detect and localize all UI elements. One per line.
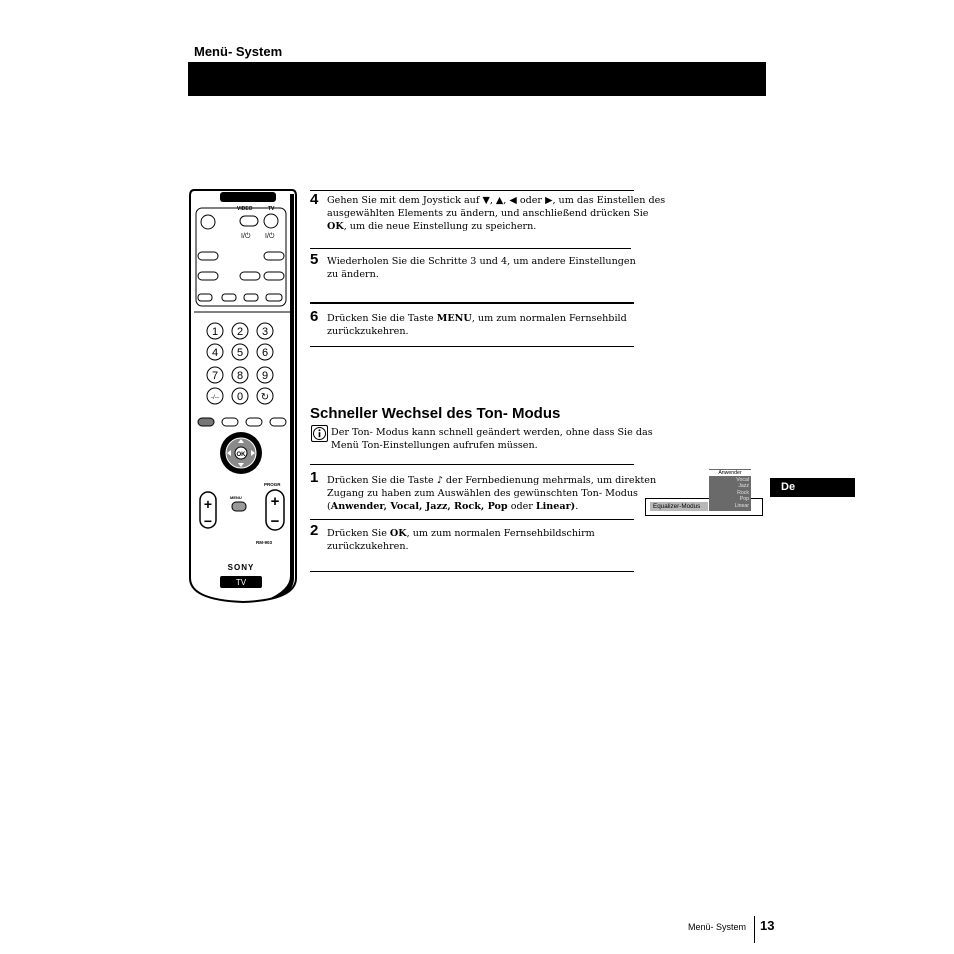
brand-logo: SONY [227,563,255,572]
sound-mode-button [198,418,214,426]
step-number: 5 [310,251,319,268]
digit-key-recall: ↻ [260,392,270,403]
step-number: 4 [310,191,319,208]
divider-rule [310,248,631,249]
osd-item: Rock [737,490,749,496]
divider-rule [310,190,634,191]
osd-item: Vocal [736,477,749,483]
svg-text:−: − [270,513,280,530]
section-title: Menü- System [194,44,283,59]
remote-control-illustration [186,186,300,606]
remote-button [264,252,284,260]
video-power-button [240,216,258,226]
digit-key-3: 3 [261,326,269,338]
remote-label-tv: TV [268,206,275,212]
remote-button [244,294,258,301]
step-number: 1 [310,469,319,486]
remote-top-window [220,192,276,202]
page-number: 13 [760,918,775,933]
info-icon [311,425,328,442]
osd-item: Pop [739,496,749,502]
tv-power-button [264,214,278,228]
osd-mode-list [709,469,751,511]
divider-rule [310,519,634,520]
section-heading: Schneller Wechsel des Ton- Modus [310,405,561,422]
remote-button [246,418,262,426]
header-bar [188,62,766,96]
remote-button [198,272,218,280]
mute-button [201,215,215,229]
tv-badge-label: TV [235,578,247,587]
divider-rule [310,302,634,304]
digit-key-7: 7 [211,370,219,382]
digit-key-9: 9 [261,370,269,382]
svg-text:+: + [270,493,280,510]
picture-mode-button [222,418,238,426]
divider-rule [310,571,634,572]
digit-key-5: 5 [236,347,244,359]
step-5-text: Wiederholen Sie die Schritte 3 und 4, um andere Einstellungen zu ändern. [327,256,636,280]
remote-button [270,418,286,426]
menu-button [232,502,246,511]
svg-text:−: − [203,513,213,529]
step-number: 6 [310,308,319,325]
osd-item-selected: Anwender [709,470,751,476]
progr-label: PROGR [264,482,281,487]
remote-label-power-tv: I/⏻ [265,233,275,240]
model-label: RM-903 [256,540,273,545]
digit-key-double: -/-- [211,395,219,401]
step-number: 2 [310,522,319,539]
remote-label-power-video: I/⏻ [241,233,251,240]
digit-key-1: 1 [211,326,219,338]
remote-button [198,252,218,260]
remote-button [240,272,260,280]
step-4-text: Gehen Sie mit dem Joystick auf ▼, ▲, ◀ oder ▶, um das Einstellen des ausgewählten Elements zu ändern, und anschließend drücken Sie OK, um die neue Einstellung zu speichern. [327,195,666,232]
osd-item: Jazz [738,483,749,489]
digit-key-4: 4 [211,347,219,359]
osd-label: Equalizer-Modus [650,502,708,511]
remote-label-video: VIDEO [237,206,253,212]
footer-section: Menü- System [688,922,747,932]
step-6-text: Drücken Sie die Taste MENU, um zum normalen Fernsehbild zurückzukehren. [327,313,627,337]
digit-key-2: 2 [236,326,244,338]
sound-step-2-text: Drücken Sie OK, um zum normalen Fernsehbildschirm zurückzukehren. [327,528,595,552]
digit-key-6: 6 [261,347,269,359]
info-text: Der Ton- Modus kann schnell geändert werden, ohne dass Sie das Menü Ton-Einstellungen aufrufen müssen. [331,427,653,451]
language-tab: De [770,478,855,497]
remote-button [198,294,212,301]
svg-text:+: + [203,496,213,512]
remote-button [266,294,282,301]
footer-divider [754,916,755,943]
menu-label: MENU [230,495,242,500]
divider-rule [310,464,634,465]
divider-rule [310,346,634,347]
osd-item: Linear [734,503,749,509]
digit-key-0: 0 [236,391,244,403]
sound-step-1-text: Drücken Sie die Taste ♪ der Fernbedienung mehrmals, um direkten Zugang zu haben zum Auswählen des gewünschten Ton- Modus (Anwender, Vocal, Jazz, Rock, Pop oder Linear). [327,475,657,512]
remote-button [222,294,236,301]
digit-key-8: 8 [236,370,244,382]
remote-button [264,272,284,280]
ok-button-label: OK [236,452,246,458]
